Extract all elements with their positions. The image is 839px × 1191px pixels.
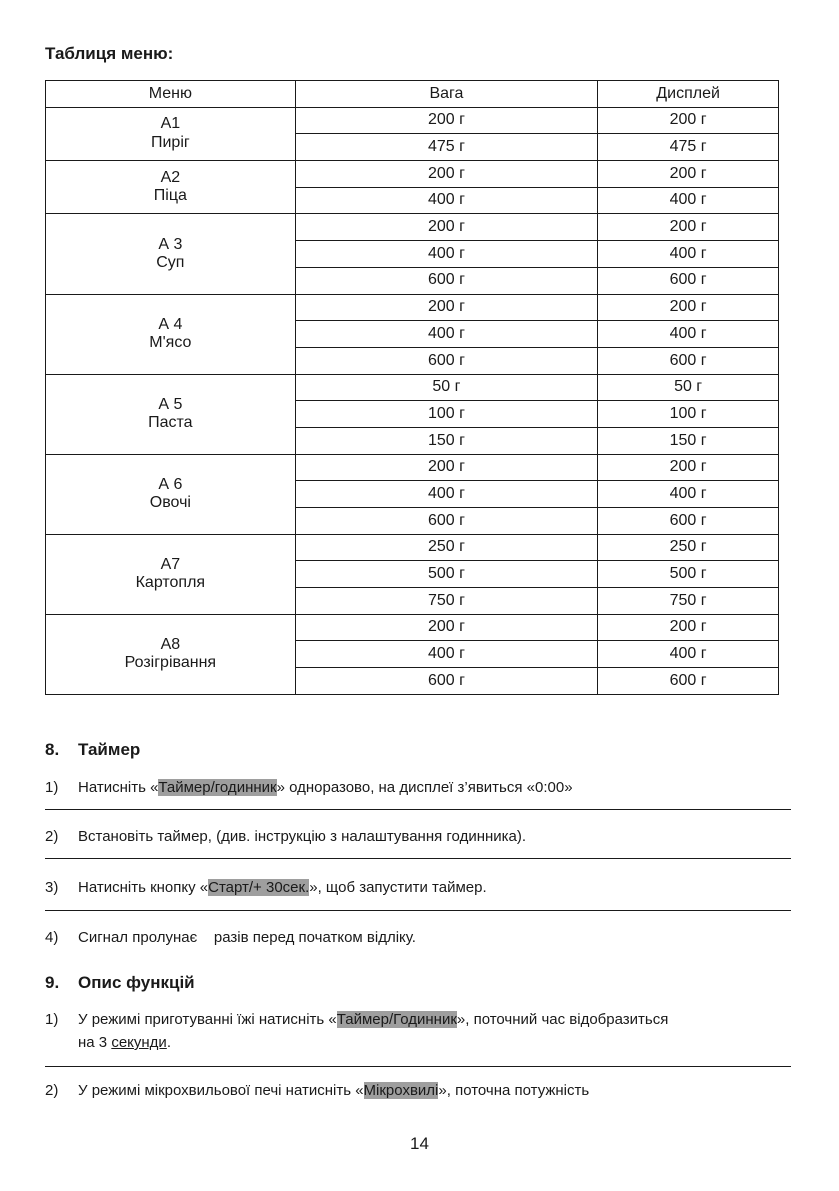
table-row xyxy=(46,294,779,321)
program-code: А2 xyxy=(160,168,181,186)
step-number: 2) xyxy=(45,1082,59,1099)
step-text: Встановіть таймер, (див. інструкцію з налаштування годинника). xyxy=(78,828,527,845)
weight-cell: 200 г xyxy=(295,161,598,188)
display-cell: 200 г xyxy=(598,107,779,134)
table-row xyxy=(46,454,779,481)
step-text: », щоб запустити таймер. xyxy=(309,879,487,896)
program-name: М'ясо xyxy=(149,334,192,352)
menu-program-cell xyxy=(46,374,296,454)
menu-table-body xyxy=(46,107,779,694)
weight-cell: 200 г xyxy=(295,614,598,641)
table-header-row xyxy=(46,81,779,108)
table-row xyxy=(46,534,779,561)
step-text: . xyxy=(166,1034,171,1051)
timer-step-2 xyxy=(45,825,790,848)
weight-cell: 600 г xyxy=(295,267,598,294)
program-name: Розігрівання xyxy=(124,654,217,672)
step-text: Натисніть кнопку « xyxy=(78,879,209,896)
menu-program-cell xyxy=(46,107,296,160)
program-name: Піца xyxy=(153,187,187,205)
step-text: на 3 xyxy=(78,1034,112,1051)
step-number: 1) xyxy=(45,1011,59,1028)
divider xyxy=(45,809,791,810)
menu-program-cell xyxy=(46,161,296,214)
display-cell: 400 г xyxy=(598,481,779,508)
table-row xyxy=(46,614,779,641)
display-cell: 600 г xyxy=(598,347,779,374)
section-number: 8. xyxy=(45,740,60,759)
divider xyxy=(45,858,791,859)
step-text: », поточний час відобразиться xyxy=(456,1011,669,1028)
step-text: Натисніть « xyxy=(78,779,159,796)
timer-step-4 xyxy=(45,926,790,949)
section-timer-title xyxy=(45,740,140,760)
weight-cell: 200 г xyxy=(295,107,598,134)
display-cell: 500 г xyxy=(598,561,779,588)
table-row xyxy=(46,374,779,401)
table-row xyxy=(46,107,779,134)
display-cell: 400 г xyxy=(598,187,779,214)
weight-cell: 400 г xyxy=(295,641,598,668)
display-cell: 400 г xyxy=(598,321,779,348)
display-cell: 100 г xyxy=(598,401,779,428)
menu-table xyxy=(45,80,779,695)
program-name: Овочі xyxy=(149,494,191,512)
program-name: Паста xyxy=(148,414,193,432)
program-code: А7 xyxy=(160,555,181,573)
program-name: Суп xyxy=(156,253,185,271)
step-number: 1) xyxy=(45,779,59,796)
weight-cell: 200 г xyxy=(295,214,598,241)
weight-cell: 400 г xyxy=(295,187,598,214)
table-title: Таблиця меню: xyxy=(45,44,174,63)
display-cell: 50 г xyxy=(598,374,779,401)
weight-cell: 400 г xyxy=(295,321,598,348)
timer-clock-button-label: Таймер/годинник xyxy=(158,779,277,796)
display-cell: 475 г xyxy=(598,134,779,161)
step-text: » одноразово, на дисплеї з’явиться «0:00» xyxy=(276,779,573,796)
header-menu: Меню xyxy=(46,81,296,108)
menu-program-cell xyxy=(46,534,296,614)
section-title-text: Опис функцій xyxy=(78,973,195,992)
weight-cell: 50 г xyxy=(295,374,598,401)
display-cell: 200 г xyxy=(598,614,779,641)
weight-cell: 600 г xyxy=(295,347,598,374)
weight-cell: 750 г xyxy=(295,588,598,615)
weight-cell: 250 г xyxy=(295,534,598,561)
program-code: А8 xyxy=(160,635,181,653)
section-functions-title xyxy=(45,973,195,993)
step-number: 3) xyxy=(45,879,59,896)
table-row xyxy=(46,214,779,241)
step-number: 4) xyxy=(45,929,59,946)
display-cell: 600 г xyxy=(598,668,779,695)
weight-cell: 600 г xyxy=(295,668,598,695)
weight-cell: 400 г xyxy=(295,241,598,268)
functions-step-2 xyxy=(45,1079,790,1102)
section-number: 9. xyxy=(45,973,60,992)
display-cell: 150 г xyxy=(598,427,779,454)
program-code: А1 xyxy=(160,115,181,133)
step-number: 2) xyxy=(45,828,59,845)
timer-clock-button-label: Таймер/Годинник xyxy=(336,1011,457,1028)
program-code: А 5 xyxy=(158,395,183,413)
underlined-word: секунди xyxy=(111,1034,167,1051)
menu-program-cell xyxy=(46,614,296,694)
weight-cell: 150 г xyxy=(295,427,598,454)
start-button-label: Старт/+ 30сек. xyxy=(208,879,310,896)
functions-step-1 xyxy=(45,1008,790,1054)
table-row xyxy=(46,161,779,188)
menu-program-cell xyxy=(46,294,296,374)
timer-step-1 xyxy=(45,776,790,799)
weight-cell: 100 г xyxy=(295,401,598,428)
microwave-button-label: Мікрохвилі xyxy=(363,1082,439,1099)
weight-cell: 500 г xyxy=(295,561,598,588)
step-text: », поточна потужність xyxy=(438,1082,590,1099)
display-cell: 250 г xyxy=(598,534,779,561)
step-text: Сигнал пролунає разів перед початком відліку. xyxy=(78,929,416,946)
program-code: А 6 xyxy=(158,475,183,493)
program-name: Картопля xyxy=(135,574,206,592)
section-title-text: Таймер xyxy=(78,740,141,759)
display-cell: 600 г xyxy=(598,267,779,294)
divider xyxy=(45,1066,791,1067)
header-display: Дисплей xyxy=(598,81,779,108)
display-cell: 400 г xyxy=(598,241,779,268)
display-cell: 750 г xyxy=(598,588,779,615)
display-cell: 200 г xyxy=(598,294,779,321)
step-text: У режимі приготуванні їжі натисніть « xyxy=(78,1011,337,1028)
weight-cell: 200 г xyxy=(295,454,598,481)
program-code: А 3 xyxy=(158,235,183,253)
divider xyxy=(45,910,791,911)
weight-cell: 475 г xyxy=(295,134,598,161)
page-number: 14 xyxy=(410,1134,429,1153)
program-code: А 4 xyxy=(158,315,183,333)
display-cell: 600 г xyxy=(598,508,779,535)
display-cell: 200 г xyxy=(598,214,779,241)
display-cell: 200 г xyxy=(598,454,779,481)
menu-program-cell xyxy=(46,454,296,534)
weight-cell: 400 г xyxy=(295,481,598,508)
weight-cell: 600 г xyxy=(295,508,598,535)
weight-cell: 200 г xyxy=(295,294,598,321)
menu-program-cell xyxy=(46,214,296,294)
step-text: У режимі мікрохвильової печі натисніть « xyxy=(78,1082,364,1099)
timer-step-3 xyxy=(45,876,790,899)
display-cell: 400 г xyxy=(598,641,779,668)
display-cell: 200 г xyxy=(598,161,779,188)
header-weight: Вага xyxy=(295,81,598,108)
program-name: Пиріг xyxy=(150,133,190,151)
